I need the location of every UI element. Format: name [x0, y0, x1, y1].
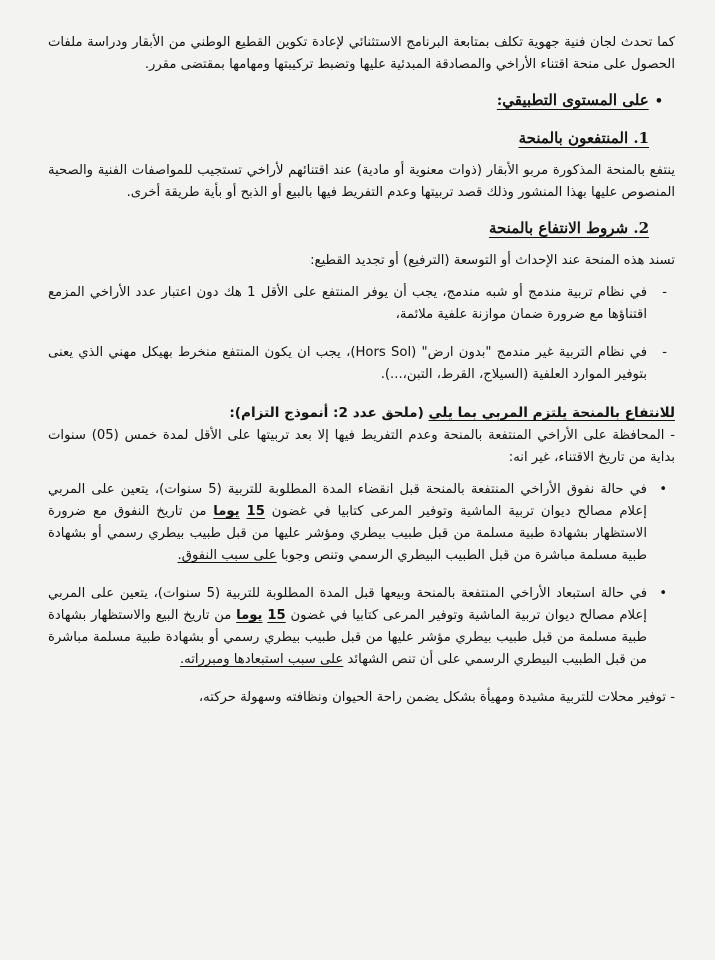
case-sale-text-a: في حالة استبعاد الأراخي المنتفعة بالمنحة وبيعها قبل المدة المطلوبة للتربية (5 سنوات)، يتعين على المربي إعلام مصالح ديوان تربية الماشية وتوفير المرعى كتابيا في غضون — [48, 586, 647, 623]
dash-marker: - — [662, 345, 667, 360]
condition-item-hors-sol — [48, 342, 675, 386]
case-death-text — [48, 479, 647, 567]
case-death-days-word: يوما — [213, 504, 240, 519]
conditions-heading: 2. شروط الانتفاع بالمنحة — [488, 219, 649, 237]
case-sale-days-number: 15 — [267, 608, 286, 623]
commitment-annex: (ملحق عدد 2: أنموذج التزام): — [229, 405, 424, 421]
commitment-heading-text: للانتفاع بالمنحة يلتزم المربي بما يلي — [428, 405, 675, 421]
case-death-text-b: من تاريخ النفوق مع ضرورة الاستظهار بشهادة طبية مسلمة من قبل طبيب بيطري ومؤشر عليها من قبل طبيب بيطري رسمي أو بشهادة طبية مسلمة مباشرة من قبل الطبيب البيطري الرسمي وتنص وجوبا — [48, 504, 647, 563]
beneficiaries-paragraph: ينتفع بالمنحة المذكورة مربو الأبقار (ذوات معنوية أو مادية) عند اقتنائهم لأراخي تستجيب للمواصفات الفنية والصحية المنصوص عليها بهذا المنشور وذلك قصد تربيتها وعدم التفريط فيها بالبيع أو الذبح أو بأية طريقة أخرى. — [48, 163, 675, 200]
condition-item-text: في نظام التربية غير مندمج "بدون ارض" (Hors Sol)، يجب ان يكون المنتفع منخرط بهيكل مهني الذي يعنى بتوفير الموارد العلفية (السيلاج، القرط، التبن،...). — [48, 345, 647, 382]
case-sale-days-word: يوما — [236, 608, 263, 623]
condition-item-text: في نظام تربية مندمج أو شبه مندمج، يجب أن يوفر المنتفع على الأقل 1 هك دون اعتبار عدد الأراخي المزمع اقتناؤها مع ضرورة ضمان موازنة علفية ملائمة، — [48, 285, 647, 322]
case-death-reason: على سبب النفوق. — [177, 548, 277, 563]
dash-marker: - — [662, 285, 667, 300]
beneficiaries-heading: 1. المنتفعون بالمنحة — [518, 129, 649, 147]
commitment-item-keep-text: المحافظة على الأراخي المنتفعة بالمنحة وعدم التفريط فيها إلا بعد تربيتها على الأقل لمدة خمس (05) سنوات بداية من تاريخ الاقتناء، غير انه: — [48, 428, 675, 465]
commitment-item-keep — [48, 425, 675, 469]
case-death-block — [48, 479, 675, 567]
commitment-item-premises — [48, 687, 675, 709]
dash-marker: - — [670, 690, 675, 705]
dash-marker: - — [670, 428, 675, 443]
case-death-days-number: 15 — [246, 504, 265, 519]
case-death-text-a: في حالة نفوق الأراخي المنتفعة بالمنحة قبل انقضاء المدة المطلوبة للتربية (5 سنوات)، يتعين على المربي إعلام مصالح ديوان تربية الماشية وتوفير المرعى كتابيا في غضون — [48, 482, 647, 519]
case-sale-reason: على سبب استبعادها ومبرراته. — [179, 652, 344, 667]
case-sale-block — [48, 583, 675, 671]
commitment-heading — [48, 402, 675, 425]
section-applied-title: على المستوى التطبيقي: — [496, 91, 649, 109]
section-applied-heading — [48, 88, 675, 114]
bullet-icon: • — [659, 586, 667, 601]
bullet-icon: • — [654, 94, 663, 109]
condition-item-integrated — [48, 282, 675, 326]
case-sale-text-b: من تاريخ البيع والاستظهار بشهادة طبية مسلمة من قبل طبيب بيطري مؤشر عليها من قبل طبيب بيطري رسمي أو بشهادة طبية مسلمة مباشرة من قبل الطبيب البيطري الرسمي على أن تنص الشهائد — [48, 608, 647, 667]
case-sale-text — [48, 583, 647, 671]
intro-paragraph: كما تحدث لجان فنية جهوية تكلف بمتابعة البرنامج الاستثنائي لإعادة تكوين القطيع الوطني من الأبقار ودراسة ملفات الحصول على منحة اقتناء الأراخي والمصادقة المبدئية عليها وتضبط تركيبتها ومهامها بمقتضى مقرر. — [48, 35, 675, 72]
conditions-intro: تسند هذه المنحة عند الإحداث أو التوسعة (الترفيع) أو تجديد القطيع: — [310, 253, 675, 268]
bullet-icon: • — [659, 482, 667, 497]
commitment-item-premises-text: توفير محلات للتربية مشيدة ومهيأة بشكل يضمن راحة الحيوان ونظافته وسهولة حركته، — [198, 690, 667, 705]
